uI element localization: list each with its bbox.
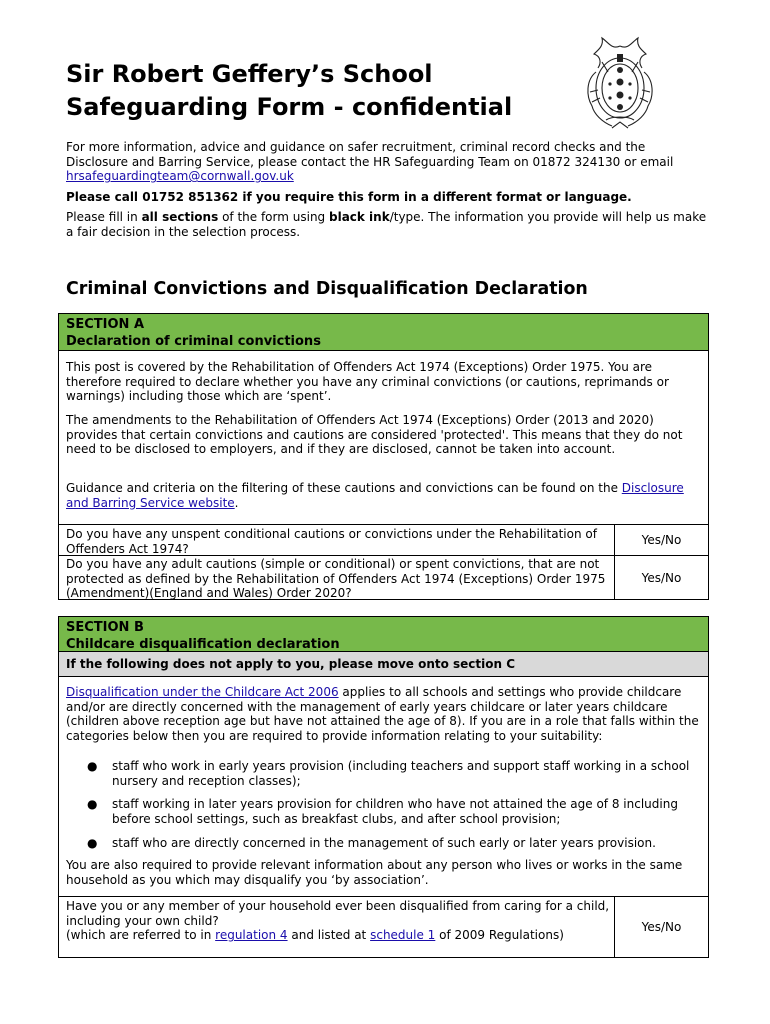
fill-instructions xyxy=(66,210,708,239)
section-a-header xyxy=(59,314,708,351)
section-a-answer-1[interactable]: Yes/No xyxy=(614,525,708,555)
section-a-para1: This post is covered by the Rehabilitation of Offenders Act 1974 (Exceptions) Order 1975. You are therefore required to declare whether you have any criminal convictions (or cautions, reprimands or warnings) including those which are ‘spent’. xyxy=(66,360,669,404)
page-title-line2: Safeguarding Form - confidential xyxy=(66,93,513,121)
section-a-question-row xyxy=(59,524,708,555)
regulation-4-link[interactable]: regulation 4 xyxy=(215,928,288,943)
section-a-answer-2[interactable]: Yes/No xyxy=(614,556,708,599)
schedule-1-link[interactable]: schedule 1 xyxy=(370,928,436,943)
section-a-para3-text: Guidance and criteria on the filtering of these cautions and convictions can be found on the xyxy=(66,481,622,495)
fill-text-part1: Please fill in xyxy=(66,210,142,224)
page-title-line1: Sir Robert Geffery’s School xyxy=(66,60,433,88)
section-b-label: SECTION B xyxy=(66,620,144,635)
fill-text-part3: /type. The information you provide will help us make a fair decision in the selection process. xyxy=(66,210,707,239)
section-b-box xyxy=(58,616,709,958)
dbs-website-link[interactable]: Disclosure and Barring Service website xyxy=(66,481,684,510)
bullet-text-3: staff who are directly concerned in the management of such early or later years provision. xyxy=(112,836,656,850)
school-crest-icon xyxy=(582,32,658,132)
intro-info xyxy=(66,140,708,184)
section-b-question-text1: Have you or any member of your household ever been disqualified from caring for a child, including your own child? xyxy=(66,899,610,928)
section-a-para3 xyxy=(66,481,701,510)
bullet-icon: ● xyxy=(87,759,98,773)
fill-bold-black-ink: black ink xyxy=(328,210,390,224)
section-b-question-text3: and listed at xyxy=(287,928,371,943)
section-b-intro xyxy=(66,685,701,743)
section-a-box xyxy=(58,313,709,600)
intro-info-text: For more information, advice and guidance on safer recruitment, criminal record checks and the Disclosure and Barring Service, please contact the HR Safeguarding Team on 01872 324130 or email xyxy=(66,140,674,169)
section-a-question-row xyxy=(59,555,708,599)
bullet-text-2: staff working in later years provision for children who have not attained the age of 8 including before school settings, such as breakfast clubs, and after school provision; xyxy=(112,797,678,826)
section-b-title: Childcare disqualification declaration xyxy=(66,637,340,652)
section-b-intro-text: applies to all schools and settings who provide childcare and/or are directly concerned with the management of early years childcare or later years childcare (children above reception age but have not attained the age of 8). If you are in a role that falls within the categories below then you are required to provide information relating to your suitability: xyxy=(66,685,699,743)
section-a-para2: The amendments to the Rehabilitation of Offenders Act 1974 (Exceptions) Order (2013 and 2020) provides that certain convictions and cautions are considered 'protected'. This means that they do not need to be disclosed to employers, and if they are disclosed, cannot be taken into account. xyxy=(66,413,683,457)
list-item xyxy=(66,797,706,826)
section-a-label: SECTION A xyxy=(66,317,145,332)
section-b-question xyxy=(66,899,611,943)
bullet-text-1: staff who work in early years provision (including teachers and support staff working in a school nursery and reception classes); xyxy=(112,759,690,788)
bullet-icon: ● xyxy=(87,797,98,811)
fill-bold-all-sections: all sections xyxy=(141,210,219,224)
list-item xyxy=(66,759,706,788)
section-a-para3-end: . xyxy=(234,495,239,510)
section-b-question-text2: (which are referred to in xyxy=(66,928,216,943)
childcare-act-link[interactable]: Disqualification under the Childcare Act 2006 xyxy=(66,685,339,699)
bullet-icon: ● xyxy=(87,836,98,850)
section-a-title: Declaration of criminal convictions xyxy=(66,334,321,349)
hr-email-link[interactable]: hrsafeguardingteam@cornwall.gov.uk xyxy=(66,169,294,184)
section-b-header xyxy=(59,617,708,652)
section-b-household-text: You are also required to provide relevant information about any person who lives or works in the same household as you which may disqualify you ‘by association’. xyxy=(66,858,683,887)
section-b-question-row xyxy=(59,896,708,957)
section-a-question-1: Do you have any unspent conditional cautions or convictions under the Rehabilitation of Offenders Act 1974? xyxy=(66,527,597,556)
section-b-question-text4: of 2009 Regulations) xyxy=(435,928,564,943)
fill-text-part2: of the form using xyxy=(218,210,329,224)
declaration-heading: Criminal Convictions and Disqualification Declaration xyxy=(66,279,588,299)
section-b-answer[interactable]: Yes/No xyxy=(614,897,708,957)
section-a-question-2: Do you have any adult cautions (simple or conditional) or spent convictions, that are not protected as defined by the Rehabilitation of Offenders Act 1974 (Exceptions) Order 1975 (Amendment)(England and Wales) Order 2020? xyxy=(66,557,606,601)
alt-format-notice: Please call 01752 851362 if you require this form in a different format or language. xyxy=(66,190,632,204)
list-item xyxy=(66,836,706,851)
section-b-skip-note: If the following does not apply to you, please move onto section C xyxy=(59,652,708,677)
